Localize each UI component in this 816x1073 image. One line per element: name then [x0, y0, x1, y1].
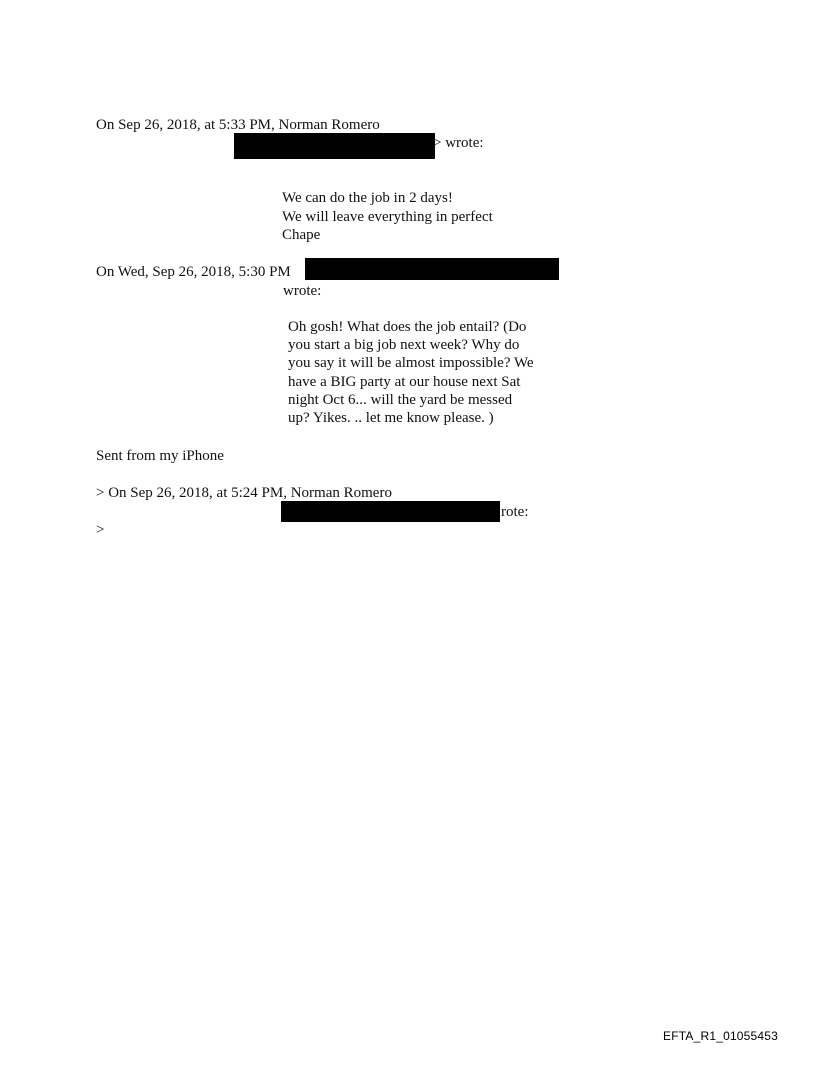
redaction-box [234, 133, 435, 159]
redaction-box [305, 258, 559, 280]
email-header-3: > On Sep 26, 2018, at 5:24 PM, Norman Romero [96, 485, 392, 501]
quoted-line-3: you say it will be almost impossible? We [288, 355, 534, 371]
email-header-2-wrote: wrote: [283, 283, 322, 299]
email-header-3-wrote: rote: [501, 504, 529, 520]
email-header-1-wrote: > wrote: [433, 135, 484, 151]
email-header-1: On Sep 26, 2018, at 5:33 PM, Norman Romero [96, 117, 380, 133]
reply-line-1: We can do the job in 2 days! [282, 190, 453, 206]
reply-line-2: We will leave everything in perfect [282, 209, 493, 225]
document-id: EFTA_R1_01055453 [663, 1029, 779, 1043]
email-header-2: On Wed, Sep 26, 2018, 5:30 PM [96, 264, 291, 280]
reply-line-3: Chape [282, 227, 321, 243]
quote-marker: > [96, 522, 105, 538]
quoted-line-6: up? Yikes. .. let me know please. ) [288, 410, 494, 426]
quoted-line-2: you start a big job next week? Why do [288, 337, 520, 353]
quoted-line-5: night Oct 6... will the yard be messed [288, 392, 513, 408]
quoted-line-1: Oh gosh! What does the job entail? (Do [288, 319, 527, 335]
quoted-line-4: have a BIG party at our house next Sat [288, 374, 521, 390]
redaction-box [281, 501, 500, 522]
signature: Sent from my iPhone [96, 448, 224, 464]
